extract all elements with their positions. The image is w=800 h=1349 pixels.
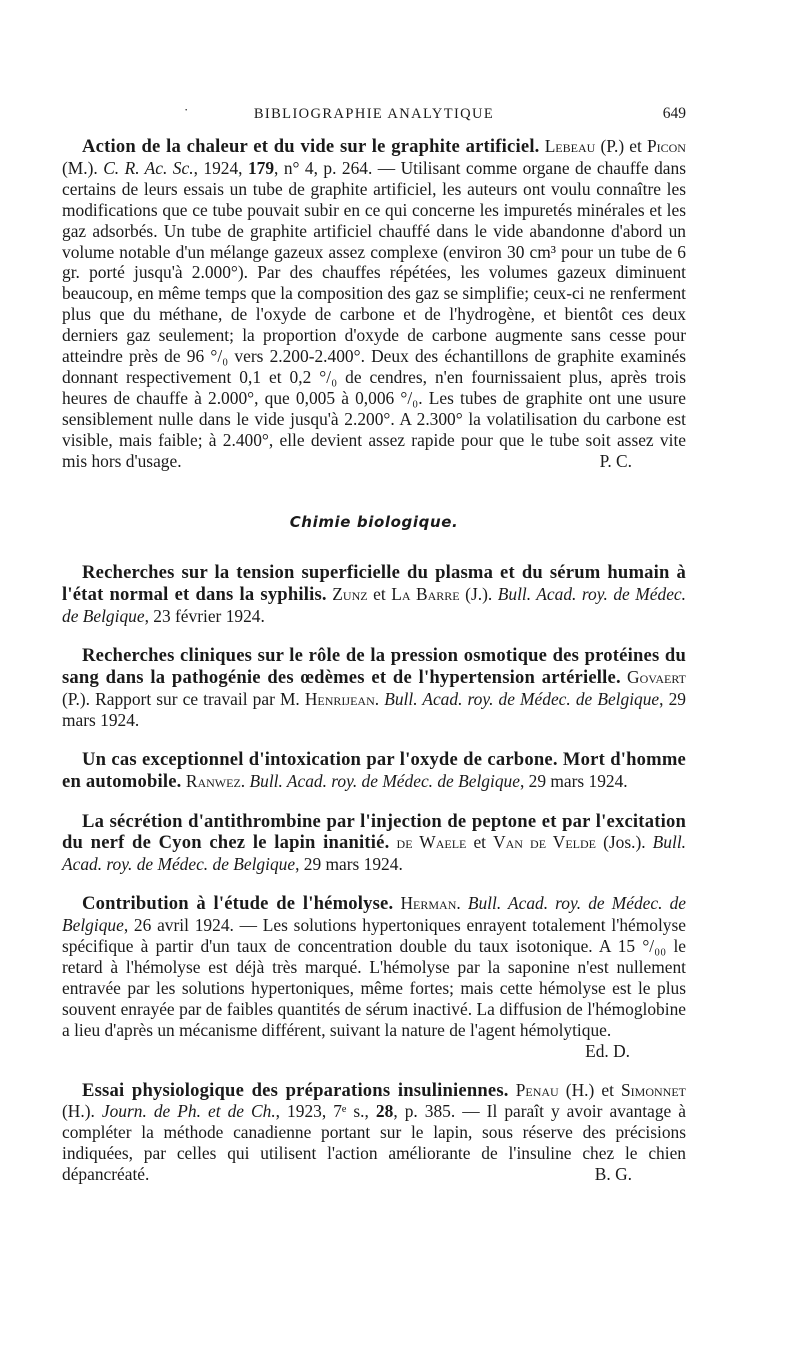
- document-page: [62, 104, 686, 1203]
- entry-title: Recherches cliniques sur le rôle de la pression osmotique des protéines du sang dans la pathogénie des œdèmes et de l'hypertension artérielle.: [62, 645, 686, 689]
- volume-number: 28: [375, 1101, 394, 1122]
- journal-name: Bull. Acad. roy. de Médec. de Belgique: [249, 770, 520, 791]
- entry-text: [62, 562, 686, 627]
- reference-text: , 29 mars 1924.: [295, 854, 403, 875]
- reviewer-signature: Ed. D.: [585, 1040, 630, 1061]
- entry-title: La sécrétion d'antithrombine par l'injection de peptone et par l'excitation du nerf de Cyon chez le lapin inanitié.: [62, 810, 686, 854]
- author-text: .: [374, 688, 385, 709]
- author-name: Van de Velde: [493, 832, 597, 853]
- running-head: [62, 104, 686, 128]
- reference-text: , 1924,: [193, 157, 248, 178]
- reference-text: , 29 mars 1924.: [519, 770, 628, 791]
- entry-title: Contribution à l'étude de l'hémolyse.: [82, 893, 394, 915]
- entry-text: [62, 1080, 686, 1186]
- author-text: (Jos.).: [596, 832, 653, 853]
- author-name: Ranwez: [181, 770, 241, 791]
- bibliography-entry-3: [62, 645, 686, 731]
- bibliography-entry-4: [62, 749, 686, 793]
- author-text: et: [466, 832, 494, 853]
- author-name: Simonnet: [621, 1079, 686, 1100]
- abstract-body: Utilisant comme organe de chauffe dans certains de leurs essais un tube de graphite artificiel, les auteurs ont voulu connaître les modifications que ce tube pouvait subir en ce qui concerne les impuretés minérales et les gaz adsorbés. Un tube de graphite artificiel chauffé dans le vide abandonne d'abord un volume notable d'un mélange gazeux assez complexe (environ 30 cm³ pour un tube de 6 gr. porté jusqu'à 2.000°). Par des chauffes répétées, les volumes gazeux diminuent beaucoup, en même temps que la composition des gaz se simplifie; ceux-ci ne renferment plus que du méthane, de l'oxyde de carbone et de l'hydrogène, et bientôt ces deux derniers gaz seulement; la proportion d'oxyde de carbone augmente sans cesse pour atteindre près de 96 °/₀ vers 2.200-2.400°. Deux des échantillons de graphite examinés donnant respectivement 0,1 et 0,2 °/₀ de cendres, n'en fournissaient plus, après trois heures de chauffe à 2.000°, que 0,005 à 0,006 °/₀. Les tubes de graphite ont une usure sensiblement nulle dans le vide jusqu'à 2.200°. A 2.300° la volatilisation du carbone est visible, mais faible; à 2.400°, elle devient assez rapide pour que le tube soit assez vite mis hors d'usage.: [62, 157, 686, 471]
- bibliography-entry-2: [62, 562, 686, 627]
- entry-text: [62, 136, 686, 472]
- reference-text: , p. 385. —: [393, 1101, 487, 1122]
- section-heading: Chimie biologique.: [289, 512, 459, 531]
- entry-title: Essai physiologique des préparations insuliniennes.: [82, 1079, 509, 1101]
- bibliography-entry-6: [62, 893, 686, 1061]
- author-name: Henrijean: [304, 688, 375, 709]
- author-name: Penau: [508, 1079, 559, 1100]
- journal-name: C. R. Ac. Sc.: [103, 157, 194, 178]
- bibliography-entry-7: [62, 1080, 686, 1186]
- page-number: 649: [662, 105, 686, 122]
- author-name: Herman: [393, 893, 457, 914]
- reference-text: , 23 février 1924.: [144, 606, 265, 627]
- reference-text: , 1923, 7ᵉ s.,: [275, 1101, 376, 1122]
- entry-title: Action de la chaleur et du vide sur le graphite artificiel.: [82, 136, 540, 157]
- entry-text: [62, 749, 686, 793]
- journal-name: Bull. Acad. roy. de Médec. de Belgique: [62, 832, 687, 875]
- author-text: et: [367, 584, 392, 605]
- entry-text: [62, 645, 686, 731]
- reviewer-signature: B. G.: [594, 1164, 632, 1185]
- author-text: .: [456, 893, 468, 914]
- bibliography-entry-1: [62, 136, 686, 472]
- abstract-body: Les solutions hypertoniques enrayent totalement l'hémolyse spécifique à partir d'un taux de concentration double du taux isotonique. A 15 °/₀₀ le retard à l'hémolyse est déjà très marqué. L'hémolyse par la saponine n'est nullement entravée par les solutions hypertoniques, même fortes; mais cette hémolyse est le plus souvent enrayée par de faibles quantités de sérum inactivé. La diffusion de l'hémoglobine a lieu d'après un mécanisme différent, suivant la nature de l'agent hémolytique.: [62, 915, 686, 1040]
- author-text: (H.).: [62, 1101, 102, 1122]
- author-text: .: [240, 770, 250, 791]
- bibliography-entry-5: [62, 811, 686, 876]
- reviewer-signature-row: [62, 1041, 686, 1062]
- reviewer-signature: P. C.: [599, 450, 632, 471]
- entry-text: [62, 811, 686, 876]
- reference-text: , 26 avril 1924. —: [123, 915, 263, 936]
- journal-name: Bull. Acad. roy. de Médec. de Belgique: [62, 893, 686, 936]
- running-head-title: BIBLIOGRAPHIE ANALYTIQUE: [253, 106, 495, 122]
- author-text: (P.) et: [595, 136, 647, 156]
- reference-text: , n° 4, p. 264. —: [274, 157, 401, 178]
- author-name: La Barre: [391, 584, 460, 605]
- author-name: Govaert: [620, 667, 686, 688]
- volume-number: 179: [247, 157, 275, 178]
- abstract-body: Il paraît y avoir avantage à compléter la méthode canadienne portant sur le lapin, sous réserve des précisions indiquées, par celles qui utilisent l'action améliorante de l'insuline chez le chien dépancréaté.: [62, 1101, 687, 1185]
- entry-title: Recherches sur la tension superficielle du plasma et du sérum humain à l'état normal et dans la syphilis.: [62, 562, 686, 606]
- author-name: Lebeau: [544, 136, 596, 156]
- entry-text: [62, 893, 686, 1040]
- running-head-dot: ·: [184, 102, 189, 117]
- reference-text: , 29 mars 1924.: [62, 688, 686, 730]
- author-text: (J.).: [459, 584, 498, 605]
- journal-name: Bull. Acad. roy. de Médec. de Belgique: [62, 584, 686, 627]
- author-text: (M.).: [62, 157, 104, 178]
- author-name: Zunz: [326, 584, 368, 605]
- journal-name: Bull. Acad. roy. de Médec. de Belgique: [384, 688, 660, 709]
- author-name: Picon: [646, 136, 686, 156]
- journal-name: Journ. de Ph. et de Ch.: [101, 1101, 276, 1122]
- author-name: de Waele: [389, 832, 467, 853]
- author-text: (H.) et: [558, 1079, 621, 1100]
- entry-title: Un cas exceptionnel d'intoxication par l'oxyde de carbone. Mort d'homme en automobile.: [62, 748, 686, 792]
- author-text: (P.). Rapport sur ce travail par M.: [62, 688, 305, 709]
